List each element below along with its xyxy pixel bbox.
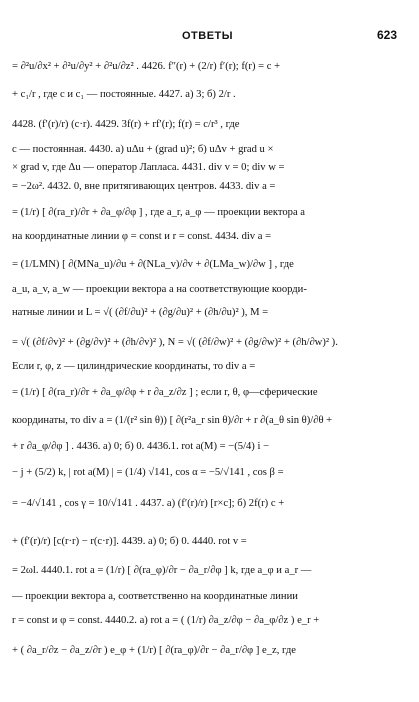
- text-line-12: [12, 336, 404, 350]
- line-text: = 2ωl. 4440.1. rot a = (1/r) [ ∂(ra_φ)/∂r − ∂a_r/∂φ ] k, где a_φ и a_r —: [12, 565, 312, 576]
- line-text: + c₁/r , где c и c₁ — постоянные. 4427. а) 3; б) 2/r .: [12, 89, 236, 100]
- page-header: [0, 30, 419, 48]
- text-line-7: [12, 206, 404, 220]
- line-text: на координатные линии φ = const и r = const. 4434. div a =: [12, 231, 272, 242]
- line-text: − j + (5/2) k, | rot a(M) | = (1/4) √141, cos α = −5/√141 , cos β =: [12, 467, 284, 478]
- line-text: c — постоянная. 4430. а) uΔu + (grad u)²; б) uΔv + grad u ×: [12, 144, 274, 155]
- line-text: = ∂²u/∂x² + ∂²u/∂y² + ∂²u/∂z² . 4426. f″(r) + (2/r) f′(r); f(r) = c +: [12, 61, 281, 72]
- text-line-15: [12, 414, 404, 428]
- text-line-8: [12, 230, 404, 244]
- line-text: = −2ω². 4432. 0, вне притягивающих центров. 4433. div a =: [12, 181, 276, 192]
- text-line-20: [12, 564, 404, 578]
- text-line-3: [12, 118, 404, 132]
- text-line-4: [12, 143, 404, 157]
- text-line-14: [12, 386, 404, 400]
- text-line-2: [12, 88, 404, 102]
- text-line-5: [12, 161, 404, 175]
- text-line-9: [12, 258, 404, 272]
- running-title: ОТВЕТЫ: [182, 30, 234, 42]
- line-text: 4428. (f′(r)/r) (c·r). 4429. 3f(r) + rf′(r); f(r) = c/r³ , где: [12, 119, 240, 130]
- line-text: + (f′(r)/r) [c(r·r) − r(c·r)]. 4439. а) 0; б) 0. 4440. rot v =: [12, 536, 247, 547]
- text-line-10: [12, 283, 404, 297]
- text-line-1: [12, 60, 404, 74]
- text-line-22: [12, 614, 404, 628]
- text-line-16: [12, 440, 404, 454]
- line-text: натные линии и L = √( (∂f/∂u)² + (∂g/∂u)² + (∂h/∂u)² ), M =: [12, 307, 269, 318]
- text-line-6: [12, 180, 404, 194]
- line-text: = √( (∂f/∂v)² + (∂g/∂v)² + (∂h/∂v)² ), N = √( (∂f/∂w)² + (∂g/∂w)² + (∂h/∂w)² ).: [12, 337, 338, 348]
- line-text: — проекции вектора a, соответственно на координатные линии: [12, 591, 298, 602]
- text-line-17: [12, 466, 404, 480]
- text-line-21: [12, 590, 404, 604]
- line-text: = (1/r) [ ∂(ra_r)/∂r + ∂a_φ/∂φ ] , где a_r, a_φ — проекции вектора a: [12, 207, 305, 218]
- text-line-13: [12, 360, 404, 374]
- line-text: r = const и φ = const. 4440.2. а) rot a = ( (1/r) ∂a_z/∂φ − ∂a_φ/∂z ) e_r +: [12, 615, 320, 626]
- text-line-19: [12, 535, 404, 549]
- line-text: координаты, то div a = (1/(r² sin θ)) [ ∂(r²a_r sin θ)/∂r + r ∂(a_θ sin θ)/∂θ +: [12, 415, 333, 426]
- line-text: × grad v, где Δu — оператор Лапласа. 4431. div v = 0; div w =: [12, 162, 285, 173]
- text-line-23: [12, 644, 404, 658]
- text-line-18: [12, 497, 404, 511]
- line-text: + ( ∂a_r/∂z − ∂a_z/∂r ) e_φ + (1/r) [ ∂(ra_φ)/∂r − ∂a_r/∂φ ] e_z, где: [12, 645, 296, 656]
- line-text: = −4/√141 , cos γ = 10/√141 . 4437. а) (f′(r)/r) [r×c]; б) 2f(r) c +: [12, 498, 285, 509]
- line-text: a_u, a_v, a_w — проекции вектора a на соответствующие коорди-: [12, 284, 307, 295]
- text-line-11: [12, 306, 404, 320]
- line-text: = (1/LMN) [ ∂(MNa_u)/∂u + ∂(NLa_v)/∂v + ∂(LMa_w)/∂w ] , где: [12, 259, 294, 270]
- line-text: + r ∂a_φ/∂φ ] . 4436. а) 0; б) 0. 4436.1. rot a(M) = −(5/4) i −: [12, 441, 270, 452]
- line-text: Если r, φ, z — цилиндрические координаты, то div a =: [12, 361, 256, 372]
- page-number: 623: [376, 28, 397, 42]
- line-text: = (1/r) [ ∂(ra_r)/∂r + ∂a_φ/∂φ + r ∂a_z/∂z ] ; если r, θ, φ—сферические: [12, 387, 318, 398]
